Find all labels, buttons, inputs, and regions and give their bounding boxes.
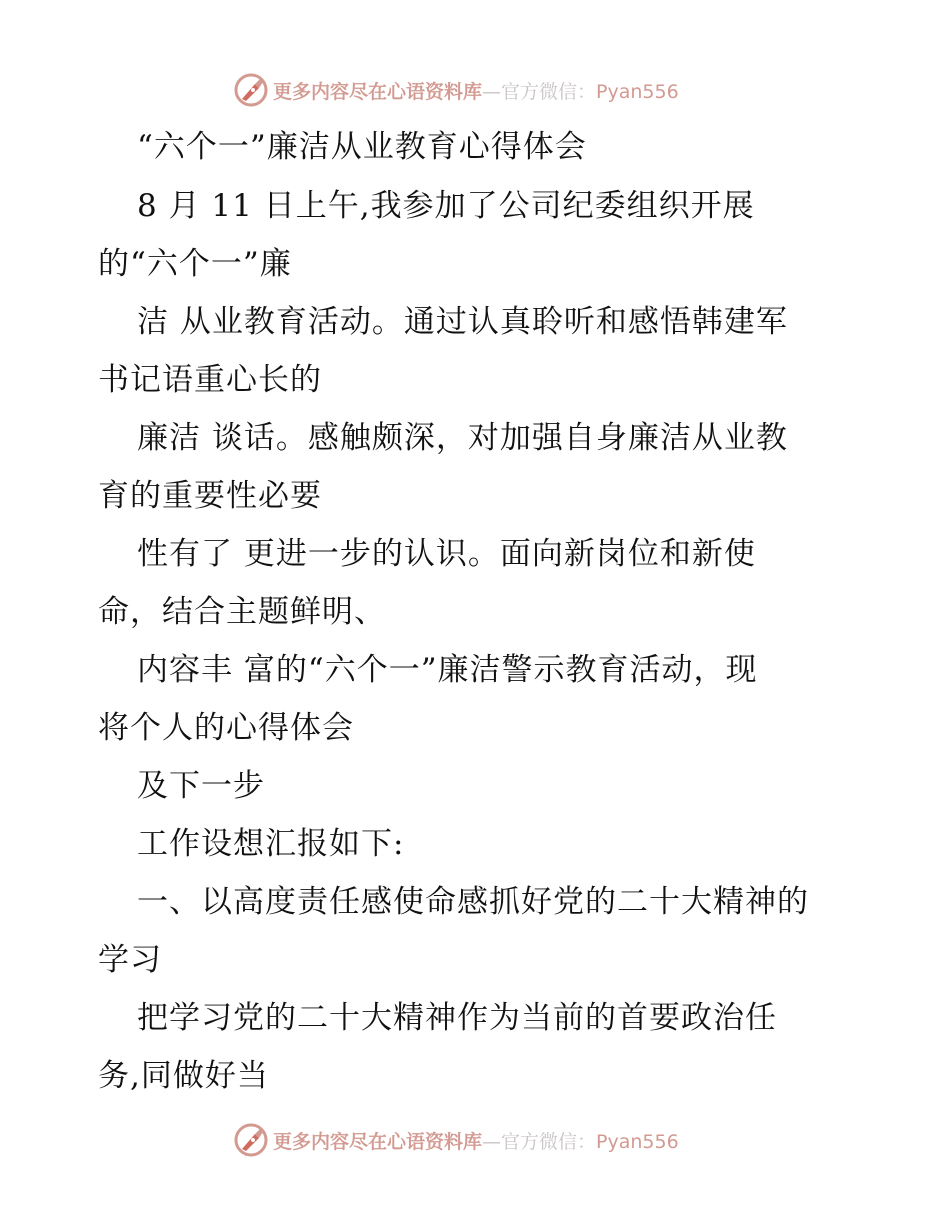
banner-dash: — bbox=[482, 1130, 502, 1153]
banner-official-text: 官方微信： bbox=[501, 80, 597, 103]
body-line: 学习 bbox=[98, 942, 162, 978]
body-line: 8 月 11 日上午,我参加了公司纪委组织开展 bbox=[137, 188, 755, 224]
banner-dash: — bbox=[482, 80, 502, 103]
document-title: “六个一”廉洁从业教育心得体会 bbox=[137, 129, 587, 165]
body-line: 洁 从业教育活动。通过认真聆听和感悟韩建军 bbox=[137, 304, 788, 340]
banner-site-text: 更多内容尽在心语资料库 bbox=[273, 80, 483, 103]
body-line: 把学习党的二十大精神作为当前的首要政治任 bbox=[137, 1000, 777, 1036]
body-line: 性有了 更进一步的认识。面向新岗位和新使 bbox=[137, 536, 756, 572]
body-line: 将个人的心得体会 bbox=[98, 710, 354, 746]
body-line: 内容丰 富的“六个一”廉洁警示教育活动，现 bbox=[137, 652, 758, 688]
body-line: 书记语重心长的 bbox=[98, 362, 322, 398]
banner-wechat-id: Pyan556 bbox=[596, 1130, 679, 1153]
body-line: 廉洁 谈话。感触颇深，对加强自身廉洁从业教 bbox=[137, 420, 788, 456]
banner-official-text: 官方微信： bbox=[501, 1130, 597, 1153]
fountain-pen-logo-icon bbox=[233, 1122, 269, 1158]
body-line: 务,同做好当 bbox=[98, 1058, 269, 1094]
section-heading: 一、以高度责任感使命感抓好党的二十大精神的 bbox=[137, 884, 809, 920]
fountain-pen-logo-icon bbox=[233, 72, 269, 108]
body-line: 及下一步 bbox=[137, 768, 265, 804]
body-line: 育的重要性必要 bbox=[98, 478, 322, 514]
banner-text bbox=[273, 77, 679, 104]
body-line: 的“六个一”廉 bbox=[98, 246, 292, 282]
body-line: 命，结合主题鲜明、 bbox=[98, 594, 386, 630]
header-banner bbox=[233, 70, 753, 110]
banner-text bbox=[273, 1127, 679, 1154]
body-line: 工作设想汇报如下: bbox=[137, 826, 405, 862]
footer-banner bbox=[233, 1120, 753, 1160]
banner-site-text: 更多内容尽在心语资料库 bbox=[273, 1130, 483, 1153]
banner-wechat-id: Pyan556 bbox=[596, 80, 679, 103]
